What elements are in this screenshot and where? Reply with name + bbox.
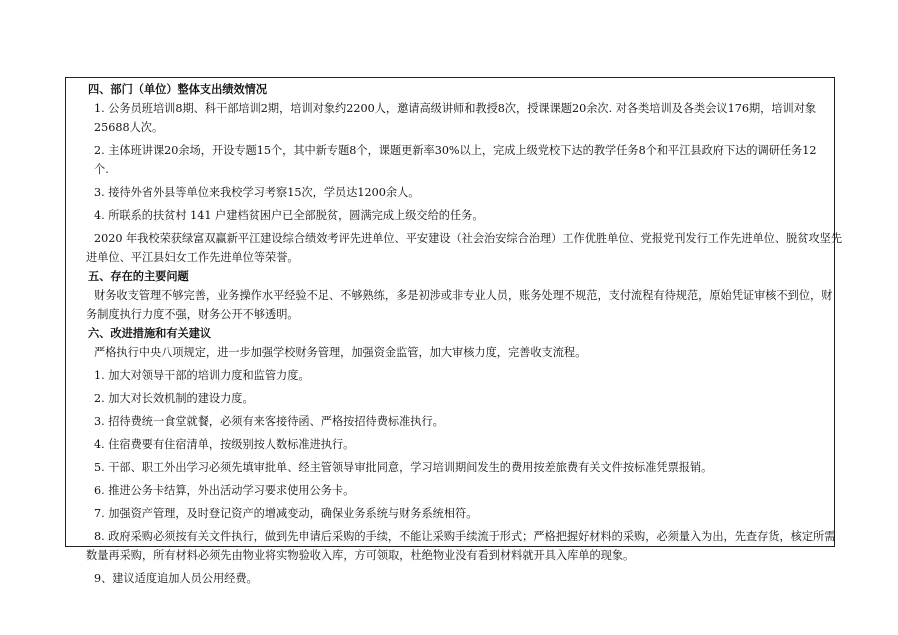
section6-item-3: 3. 招待费统一食堂就餐，必须有来客接待函、严格按招待费标准执行。 bbox=[94, 415, 444, 428]
section6-item-8-line-1: 8. 政府采购必须按有关文件执行，做到先申请后采购的手续，不能让采购手续流于形式；严格把握好材料的采购，必须量入为出，先查存货，核定所需 bbox=[94, 530, 836, 543]
document-content bbox=[86, 80, 843, 588]
section6-heading: 六、改进措施和有关建议 bbox=[88, 327, 212, 340]
section4-honors-line-2: 进单位、平江县妇女工作先进单位等荣誉。 bbox=[86, 251, 299, 264]
section6-item-6: 6. 推进公务卡结算，外出活动学习要求使用公务卡。 bbox=[94, 484, 355, 497]
section4-item-3: 3. 接待外省外县等单位来我校学习考察15次，学员达1200余人。 bbox=[94, 186, 420, 199]
section6-item-7: 7. 加强资产管理，及时登记资产的增减变动，确保业务系统与财务系统相符。 bbox=[94, 507, 478, 520]
section6-item-9: 9、建议适度追加人员公用经费。 bbox=[94, 572, 258, 585]
section4-item-4: 4. 所联系的扶贫村 141 户建档贫困户已全部脱贫，圆满完成上级交给的任务。 bbox=[94, 209, 484, 222]
section6-item-5: 5. 干部、职工外出学习必须先填审批单、经主管领导审批同意，学习培训期间发生的费用按差旅费有关文件按标准凭票报销。 bbox=[94, 461, 713, 474]
section6-item-2: 2. 加大对长效机制的建设力度。 bbox=[94, 392, 254, 405]
section6-item-8 bbox=[86, 527, 836, 565]
section5-body-line-1: 财务收支管理不够完善，业务操作水平经验不足、不够熟练，多是初涉或非专业人员，账务处理不规范，支付流程有待规范，原始凭证审核不到位，财 bbox=[94, 289, 833, 302]
section5-heading: 五、存在的主要问题 bbox=[88, 270, 189, 283]
section4-item-2: 2. 主体班讲课20余场，开设专题15个，其中新专题8个，课题更新率30%以上，完成上级党校下达的教学任务8个和平江县政府下达的调研任务12个. bbox=[94, 144, 817, 176]
section6-item-8-line-2: 数量再采购，所有材料必须先由物业将实物验收入库，方可领取，杜绝物业没有看到材料就开具入库单的现象。 bbox=[86, 549, 635, 562]
section4-heading: 四、部门（单位）整体支出绩效情况 bbox=[88, 83, 268, 96]
section4-honors-line-1: 2020 年我校荣获绿富双赢新平江建设综合绩效考评先进单位、平安建设（社会治安综合治理）工作优胜单位、党报党刊发行工作先进单位、脱贫攻坚先 bbox=[94, 232, 843, 245]
section4-item-1: 1. 公务员班培训8期、科干部培训2期，培训对象约2200人，邀请高级讲师和教授8次，授课课题20余次. 对各类培训及各类会议176期，培训对象25688人次。 bbox=[94, 102, 817, 134]
section6-item-1: 1. 加大对领导干部的培训力度和监管力度。 bbox=[94, 369, 310, 382]
section6-item-4: 4. 住宿费要有住宿清单，按级别按人数标准进执行。 bbox=[94, 438, 355, 451]
section6-intro: 严格执行中央八项规定，进一步加强学校财务管理，加强资金监管，加大审核力度，完善收支流程。 bbox=[94, 346, 587, 359]
section5-body bbox=[86, 286, 831, 324]
section4-honors bbox=[86, 229, 843, 267]
section5-body-line-2: 务制度执行力度不强，财务公开不够透明。 bbox=[86, 308, 299, 321]
